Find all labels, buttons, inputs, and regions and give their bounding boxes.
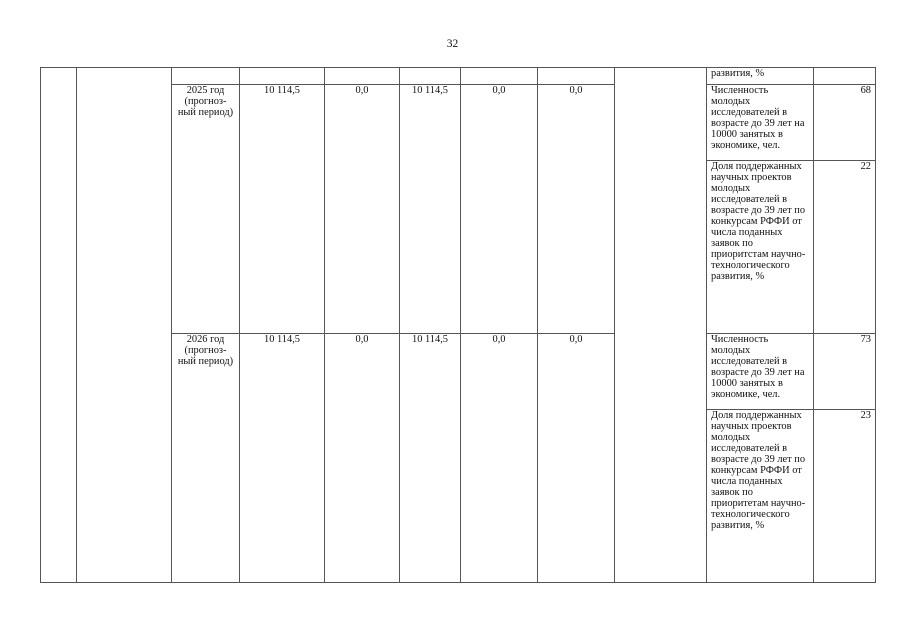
- amount-total: 10 114,5: [240, 334, 325, 583]
- amount-federal: 0,0: [325, 334, 400, 583]
- cell-amount: [400, 68, 461, 85]
- amount-budget: 10 114,5: [400, 334, 461, 583]
- amount-federal: 0,0: [325, 85, 400, 334]
- cell-amount: [325, 68, 400, 85]
- indicator-text: Доля поддержанных научных проектов молодых исследователей в возрасте до 39 лет по конкурсам РФФИ от числа поданных заявок по приоритетам научно-технологического развития, %: [707, 410, 814, 583]
- period-cell: 2025 год (прогноз-ный период): [172, 85, 240, 334]
- amount-extra: 0,0: [538, 334, 615, 583]
- amount-budget: 10 114,5: [400, 85, 461, 334]
- indicator-text: развития, %: [707, 68, 814, 85]
- cell-amount: [240, 68, 325, 85]
- indicator-value: [814, 68, 876, 85]
- page-number: 32: [446, 38, 459, 50]
- cell-amount: [538, 68, 615, 85]
- amount-regional: 0,0: [461, 334, 538, 583]
- indicator-value: 68: [814, 85, 876, 161]
- table-row-continuation: [41, 68, 876, 85]
- indicator-text: Численность молодых исследователей в возрасте до 39 лет на 10000 занятых в экономике, чел.: [707, 334, 814, 410]
- cell-index: [41, 68, 77, 583]
- amount-extra: 0,0: [538, 85, 615, 334]
- budget-indicators-table: [40, 67, 876, 583]
- indicator-value: 23: [814, 410, 876, 583]
- cell-executor: [615, 68, 707, 583]
- cell-name: [77, 68, 172, 583]
- indicator-text: Доля поддержанных научных проектов молодых исследователей в возрасте до 39 лет по конкурсам РФФИ от числа поданных заявок по приоритстам научно-технологического развития, %: [707, 161, 814, 334]
- cell-period: [172, 68, 240, 85]
- indicator-text: Численность молодых исследователей в возрасте до 39 лет на 10000 занятых в экономике, чел.: [707, 85, 814, 161]
- amount-regional: 0,0: [461, 85, 538, 334]
- indicator-value: 73: [814, 334, 876, 410]
- period-cell: 2026 год (прогноз-ный период): [172, 334, 240, 583]
- cell-amount: [461, 68, 538, 85]
- amount-total: 10 114,5: [240, 85, 325, 334]
- indicator-value: 22: [814, 161, 876, 334]
